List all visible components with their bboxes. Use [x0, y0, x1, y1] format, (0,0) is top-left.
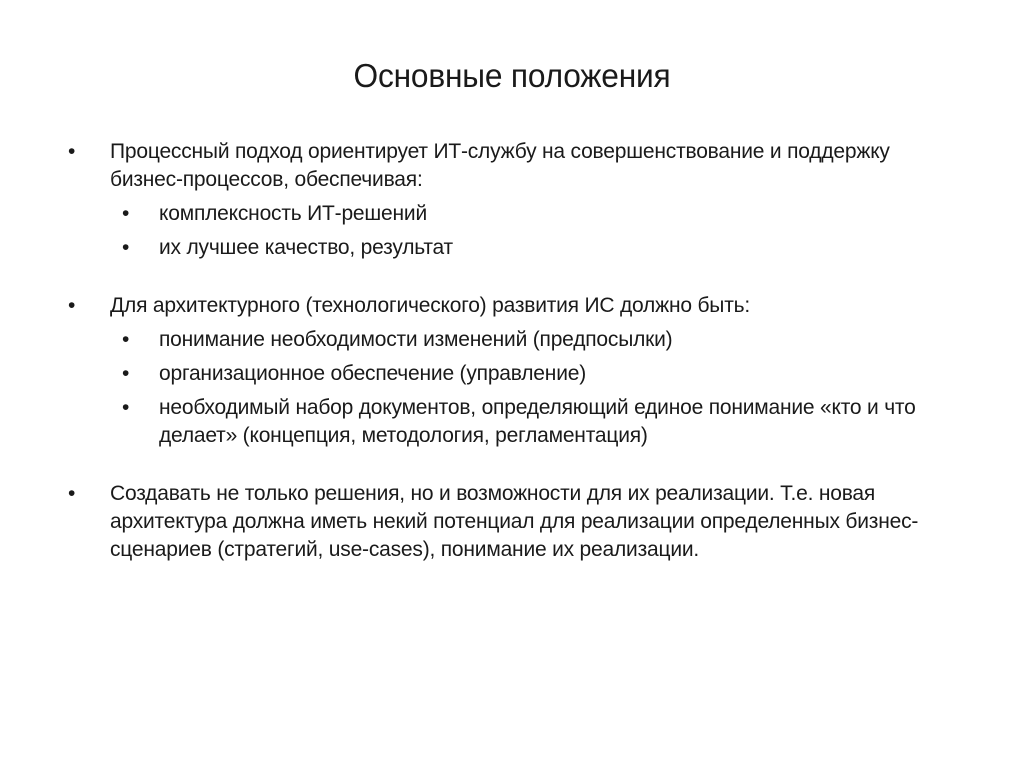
sub-bullet-text: организационное обеспечение (управление)	[159, 362, 586, 385]
bullet-icon: •	[122, 328, 130, 351]
bullet-icon: •	[68, 482, 76, 505]
bullet-text: Создавать не только решения, но и возможности для их реализации. Т.е. новая архитектура должна иметь некий потенциал для реализации определенных бизнес-сценариев (стратегий, use-cases), понимание их реализации.	[110, 482, 919, 561]
sub-bullet-item	[0, 234, 959, 262]
sub-bullet-item	[0, 326, 959, 354]
sub-bullet-text: понимание необходимости изменений (предпосылки)	[159, 328, 673, 351]
bullet-text: Для архитектурного (технологического) развития ИС должно быть:	[110, 294, 750, 317]
bullet-group	[0, 292, 1024, 450]
bullet-list	[0, 138, 1024, 594]
bullet-icon: •	[68, 294, 76, 317]
bullet-icon: •	[122, 202, 130, 225]
bullet-item	[0, 292, 950, 320]
slide-title: Основные положения	[353, 57, 671, 94]
bullet-icon: •	[122, 236, 130, 259]
sub-bullet-text: необходимый набор документов, определяющий единое понимание «кто и что делает» (концепция, методология, регламентация)	[159, 396, 916, 447]
sub-bullet-item	[0, 360, 959, 388]
bullet-group	[0, 138, 1024, 262]
sub-bullet-text: их лучшее качество, результат	[159, 236, 453, 259]
bullet-icon: •	[122, 396, 130, 419]
bullet-item	[0, 480, 950, 564]
sub-bullet-item	[0, 200, 959, 228]
bullet-group	[0, 480, 1024, 564]
sub-bullet-item	[0, 394, 959, 450]
bullet-item	[0, 138, 950, 194]
bullet-icon: •	[122, 362, 130, 385]
bullet-text: Процессный подход ориентирует ИТ-службу на совершенствование и поддержку бизнес-процессов, обеспечивая:	[110, 140, 890, 191]
sub-bullet-text: комплексность ИТ-решений	[159, 202, 427, 225]
bullet-icon: •	[68, 140, 76, 163]
